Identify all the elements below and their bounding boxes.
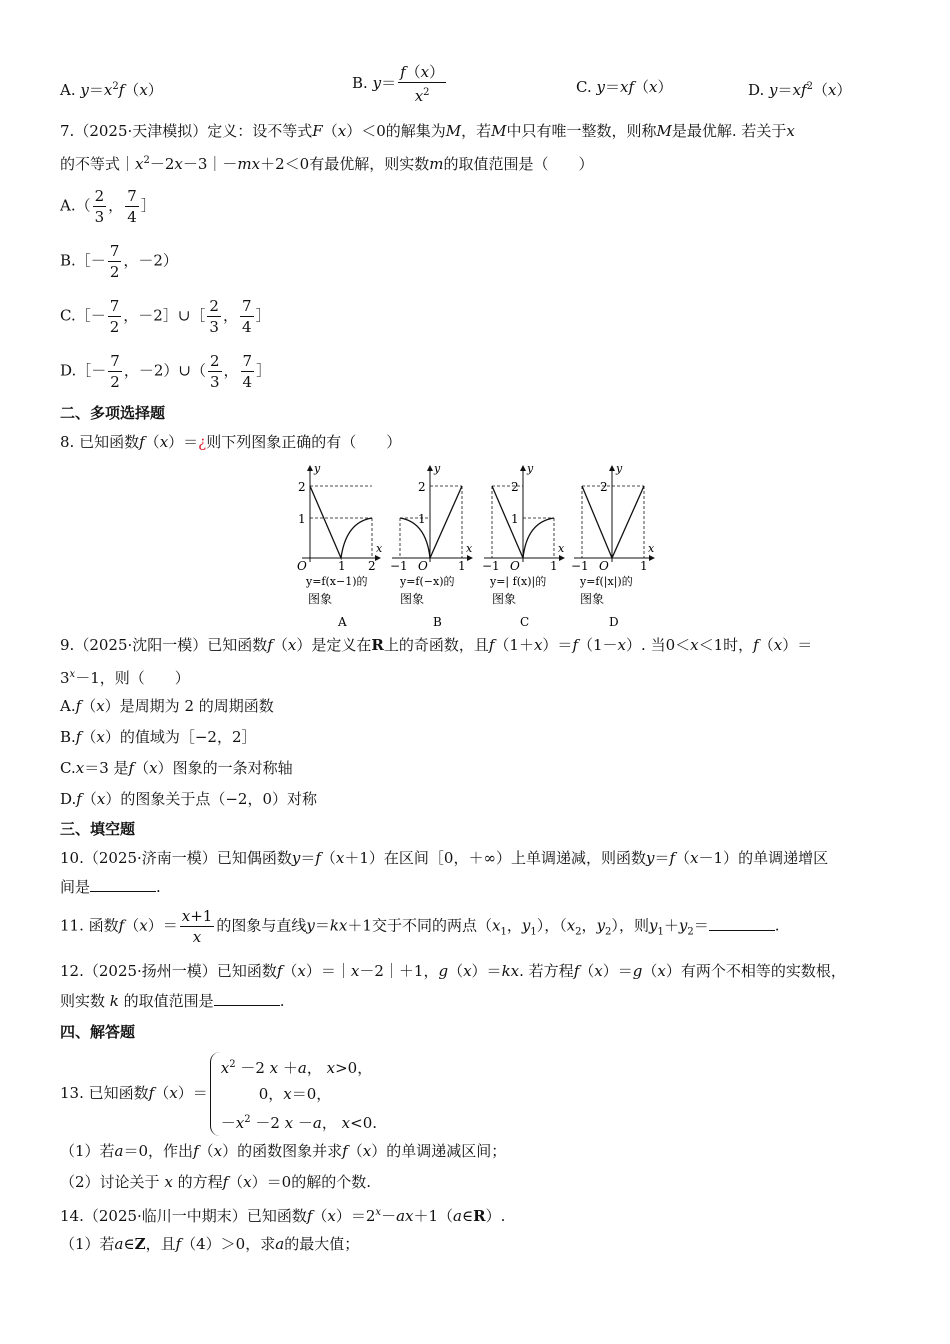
svg-text:1: 1 [511,512,519,526]
svg-text:x: x [648,542,655,555]
q6-option-b: B. y＝ $\frac{f(x)}{x^2}$ [352,63,445,105]
q9-stem-line1: 9.（2025·沈阳一模）已知函数f（x）是定义在R上的奇函数，且f（1＋x）＝f（1－x）. 当0＜x＜1时，f（x）＝ [60,636,813,654]
q10-answer-blank[interactable] [90,877,156,892]
q8-stem: 8. 已知函数f（x）＝¿则下列图象正确的有（ ） [60,433,402,451]
q12-stem-line2: 则实数 k 的取值范围是 . [60,992,285,1010]
q7-option-c: C.［－ $\frac{7}{2}$ ，－2］∪［ $\frac{2}{3}$ ， $\frac{7}{4}$ ］ [60,297,271,336]
q6-option-a: A. $y=x^2f(x)$ [60,81,163,99]
svg-text:1: 1 [458,559,466,573]
svg-text:1: 1 [640,559,648,573]
section-heading-fill-in: 三、填空题 [60,820,136,838]
svg-text:2: 2 [600,480,608,494]
q13-piecewise-system: $x^2 -2$ x ＋a， x>0， 0，x＝0， $-x^2 -2$ x －a， x<0. [210,1052,377,1136]
svg-text:2: 2 [511,480,519,494]
svg-text:O: O [297,559,307,573]
graph-a [297,462,383,573]
section-heading-answer: 四、解答题 [60,1023,136,1041]
graph-d [571,462,655,573]
svg-text:O: O [418,559,428,573]
svg-text:−1: −1 [571,559,589,573]
svg-text:y: y [527,462,534,475]
svg-text:1: 1 [298,512,306,526]
graph-d-caption-2: 图象 [580,592,605,606]
graph-c [482,462,565,573]
q13-part1: （1）若a＝0，作出f（x）的函数图象并求f（x）的单调递减区间； [60,1142,507,1160]
svg-text:O: O [599,559,609,573]
q10-stem-line2: 间是 . [60,878,161,896]
svg-text:1: 1 [550,559,558,573]
graph-a-caption-1: y=f(x−1)的 [306,575,368,588]
q7-stem-line2: 的不等式$|x^2-2x-3|-mx+2<0$有最优解，则实数m的取值范围是（ ） [60,155,594,173]
svg-text:1: 1 [418,512,426,526]
graph-b [390,462,473,573]
svg-text:x: x [558,542,565,555]
svg-text:−1: −1 [390,559,408,573]
q14-part1: （1）若a∈Z，且f（4）＞0，求a的最大值； [60,1235,360,1253]
q11-stem: 11. 函数f（x）＝ $\frac{x+1}{x}$ 的图象与直线y＝kx＋1交于不同的两点（$x_1$，$y_1$），（$x_2$，$y_2$），则$y_1+y_2=$ . [60,907,780,946]
svg-text:y: y [314,462,321,475]
q13-part2: （2）讨论关于 x 的方程f（x）＝0的解的个数. [60,1173,371,1191]
graph-b-caption-2: 图象 [400,592,425,606]
svg-text:y: y [616,462,623,475]
q14-stem: 14.（2025·临川一中期末）已知函数$f(x)=2^x-ax+1(a\in R)$. [60,1207,506,1225]
svg-text:y: y [434,462,441,475]
q9-stem-line2: $3^x-1$，则（ ） [60,669,190,687]
svg-text:x: x [466,542,473,555]
q12-stem-line1: 12.（2025·扬州一模）已知函数f（x）＝｜x－2｜＋1，g（x）＝kx. 若方程f（x）＝g（x）有两个不相等的实数根， [60,962,846,980]
q7-option-b: B.［－ $\frac{7}{2}$ ，－2） [60,242,178,281]
graph-c-caption-1: y=| f(x)|的 [490,575,547,588]
q6-option-c: C. y＝xf（x） [576,78,673,96]
svg-text:2: 2 [298,480,306,494]
q7-stem-line1: 7.（2025·天津模拟）定义：设不等式F（x）＜0的解集为M，若M中只有唯一整数，则称M是最优解. 若关于x [60,122,795,140]
section-heading-multiple-choice: 二、多项选择题 [60,404,166,422]
svg-text:1: 1 [338,559,346,573]
q9-option-c: C.x＝3 是f（x）图象的一条对称轴 [60,759,293,777]
graph-d-letter: D [609,615,619,629]
graph-c-letter: C [520,615,530,629]
svg-text:O: O [510,559,520,573]
q7-option-d: D.［－ $\frac{7}{2}$ ，－2）∪（ $\frac{2}{3}$ ， $\frac{7}{4}$ ］ [60,352,272,391]
q9-option-a: A.f（x）是周期为 2 的周期函数 [60,697,274,715]
svg-text:−1: −1 [482,559,500,573]
svg-text:2: 2 [418,480,426,494]
q10-stem-line1: 10.（2025·济南一模）已知偶函数y＝f（x＋1）在区间［0，＋∞）上单调递减，则函数y＝f（x－1）的单调递增区 [60,849,829,867]
q7-option-a: A.（ $\frac{2}{3}$ ， $\frac{7}{4}$ ］ [60,187,156,226]
q12-answer-blank[interactable] [214,991,280,1006]
graph-b-caption-1: y=f(−x)的 [400,575,455,588]
graph-c-caption-2: 图象 [492,592,517,606]
q13-stem: 13. 已知函数f（x）＝ $x^2 -2$ x ＋a， x>0， 0，x＝0， $-x^2 -2$ x －a， x<0. [60,1052,377,1136]
graph-d-caption-1: y=f(|x|)的 [580,575,633,588]
q8-graphs-figure [280,458,660,633]
svg-text:x: x [376,542,383,555]
graph-a-letter: A [338,615,347,629]
q6-option-d: D. $y=xf^2(x)$ [748,81,852,99]
q9-option-b: B.f（x）的值域为［−2，2］ [60,728,257,746]
q11-answer-blank[interactable] [709,916,775,931]
graph-b-letter: B [433,615,442,629]
q9-option-d: D.f（x）的图象关于点（−2，0）对称 [60,790,317,808]
graph-a-caption-2: 图象 [308,592,333,606]
svg-text:2: 2 [368,559,376,573]
